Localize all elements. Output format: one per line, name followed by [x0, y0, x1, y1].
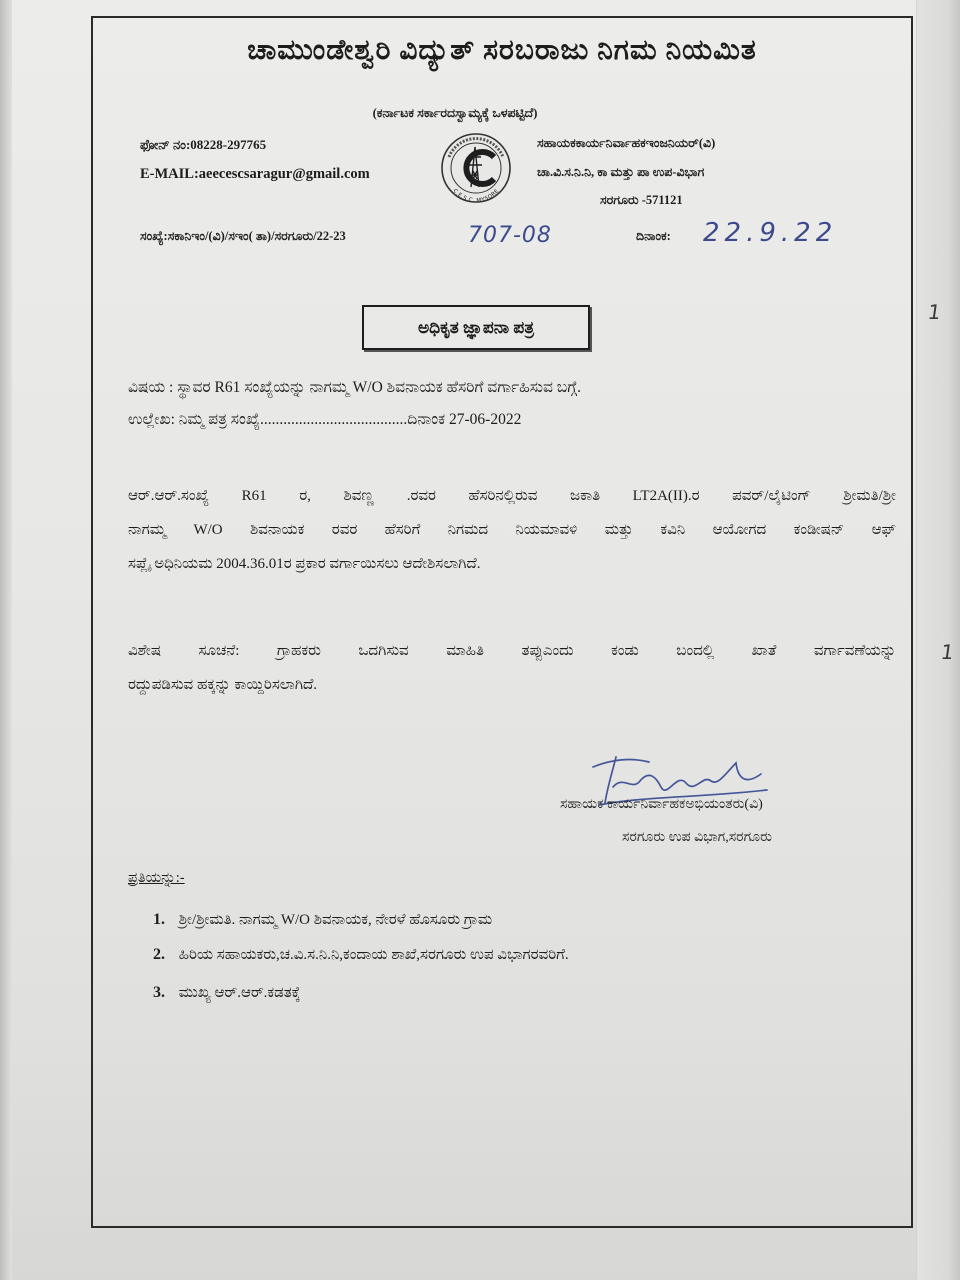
memo-heading-box	[362, 305, 590, 350]
photo-edge-shadow	[0, 0, 12, 1280]
cesc-logo	[435, 127, 517, 209]
office-designation: ಸಹಾಯಕಕಾರ್ಯನಿರ್ವಾಹಕಇಂಜನಿಯರ್(ವಿ)	[537, 136, 716, 150]
organization-title: ಚಾಮುಂಡೇಶ್ವರಿ ವಿದ್ಯುತ್ ಸರಬರಾಜು ನಿಗಮ ನಿಯಮಿತ	[247, 35, 757, 66]
reference-line: ಉಲ್ಲೇಖ: ನಿಮ್ಮ ಪತ್ರ ಸಂಖ್ಯೆ......................................ದಿನಾಂಕ 27-06-2022	[128, 411, 522, 428]
date-handwritten: 22.9.22	[703, 218, 838, 248]
copies-label: ಪ್ರತಿಯನ್ನು:-	[128, 870, 185, 886]
memo-heading: ಅಧಿಕೃತ ಜ್ಞಾಪನಾ ಪತ್ರ	[417, 318, 535, 337]
order-paragraph	[128, 479, 896, 581]
copy-recipient-text: ಶ್ರೀ/ಶ್ರೀಮತಿ. ನಾಗಮ್ಮ W/O ಶಿವನಾಯಕ, ನೇರಳೆ ಹೊಸೂರು ಗ್ರಾಮ	[178, 912, 493, 928]
copy-recipient-text: ಹಿರಿಯ ಸಹಾಯಕರು,ಚ.ವಿ.ಸ.ನಿ.ನಿ,ಕಂದಾಯ ಶಾಖೆ,ಸರಗೂರು ಉಪ ವಿಭಾಗರವರಿಗೆ.	[178, 947, 569, 963]
email-address: E-MAIL:aeecescsaragur@gmail.com	[140, 166, 370, 182]
organization-subtitle: (ಕರ್ನಾಟಕ ಸರ್ಕಾರದಸ್ವಾಮ್ಯಕ್ಕೆ ಒಳಪಟ್ಟಿದೆ)	[372, 106, 538, 120]
special-note-paragraph	[128, 634, 896, 702]
margin-pen-mark: 1	[926, 300, 943, 324]
paragraph-line: ಆರ್.ಆರ್.ಸಂಖ್ಯೆ R61 ರ, ಶಿವಣ್ಣ .ರವರ ಹೆಸರಿನಲ್ಲಿರುವ ಜಕಾತಿ LT2A(II).ರ ಪವರ್/ಲೈಟಿಂಗ್ ಶ್ರೀಮತಿ/ಶ್ರೀ	[128, 488, 896, 504]
paragraph-line: ನಾಗಮ್ಮ W/O ಶಿವನಾಯಕ ರವರ ಹೆಸರಿಗೆ ನಿಗಮದ ನಿಯಮಾವಳಿ ಮತ್ತು ಕವಿನಿ ಆಯೋಗದ ಕಂಡೀಷನ್ ಆಫ್	[128, 522, 896, 538]
copy-number: 2.	[153, 946, 165, 963]
copy-recipient	[153, 981, 300, 1005]
signatory-office: ಸರಗೂರು ಉಪ ವಿಭಾಗ,ಸರಗೂರು	[622, 830, 772, 845]
phone-number: ಫೋನ್ ನಂ:08228-297765	[140, 137, 267, 152]
copy-number: 1.	[153, 911, 165, 928]
copy-recipient	[153, 943, 569, 967]
paragraph-line: ಸಪ್ಲೈ ಅಧಿನಿಯಮ 2004.36.01ರ ಪ್ರಕಾರ ವರ್ಗಾಯಿಸಲು ಆದೇಶಿಸಲಾಗಿದೆ.	[128, 556, 481, 572]
copy-recipient-text: ಮುಖ್ಯ ಆರ್.ಆರ್.ಕಡತಕ್ಕೆ	[178, 985, 301, 1001]
reference-number-handwritten: 707-08	[468, 223, 552, 248]
date-label: ದಿನಾಂಕ:	[636, 229, 671, 243]
margin-pen-mark: 1	[939, 640, 956, 664]
copy-recipient	[153, 908, 492, 932]
office-division: ಚಾ.ವಿ.ಸ.ನಿ.ನಿ, ಕಾ ಮತ್ತು ಪಾ ಉಪ-ವಿಭಾಗ	[537, 165, 705, 179]
office-address: ಸರಗೂರು -571121	[600, 193, 683, 207]
paragraph-line: ವಿಶೇಷ ಸೂಚನೆ: ಗ್ರಾಹಕರು ಒದಗಿಸುವ ಮಾಹಿತಿ ತಪ್ಪುಎಂದು ಕಂಡು ಬಂದಲ್ಲಿ ಖಾತೆ ವರ್ಗಾವಣೆಯನ್ನು	[128, 643, 896, 659]
subject-line: ವಿಷಯ : ಸ್ಥಾವರ R61 ಸಂಖ್ಯೆಯನ್ನು ನಾಗಮ್ಮ W/O ಶಿವನಾಯಕ ಹೆಸರಿಗೆ ವರ್ಗಾಹಿಸುವ ಬಗ್ಗೆ.	[128, 379, 582, 396]
reference-number-label: ಸಂಖ್ಯೆ:ಸಕಾನಿಇಂ/(ವಿ)/ಸಇಂ( ತಾ)/ಸರಗೂರು/22-23	[140, 229, 346, 243]
paragraph-line: ರದ್ದುಪಡಿಸುವ ಹಕ್ಕನ್ನು ಕಾಯ್ದಿರಿಸಲಾಗಿದೆ.	[128, 677, 318, 693]
copy-number: 3.	[153, 984, 165, 1001]
logo-caption: C.E.S.C. MYSORE	[451, 188, 501, 205]
signatory-designation: ಸಹಾಯಕ ಕಾರ್ಯನಿರ್ವಾಹಕಅಭಿಯಂತರು(ವಿ)	[560, 797, 763, 812]
